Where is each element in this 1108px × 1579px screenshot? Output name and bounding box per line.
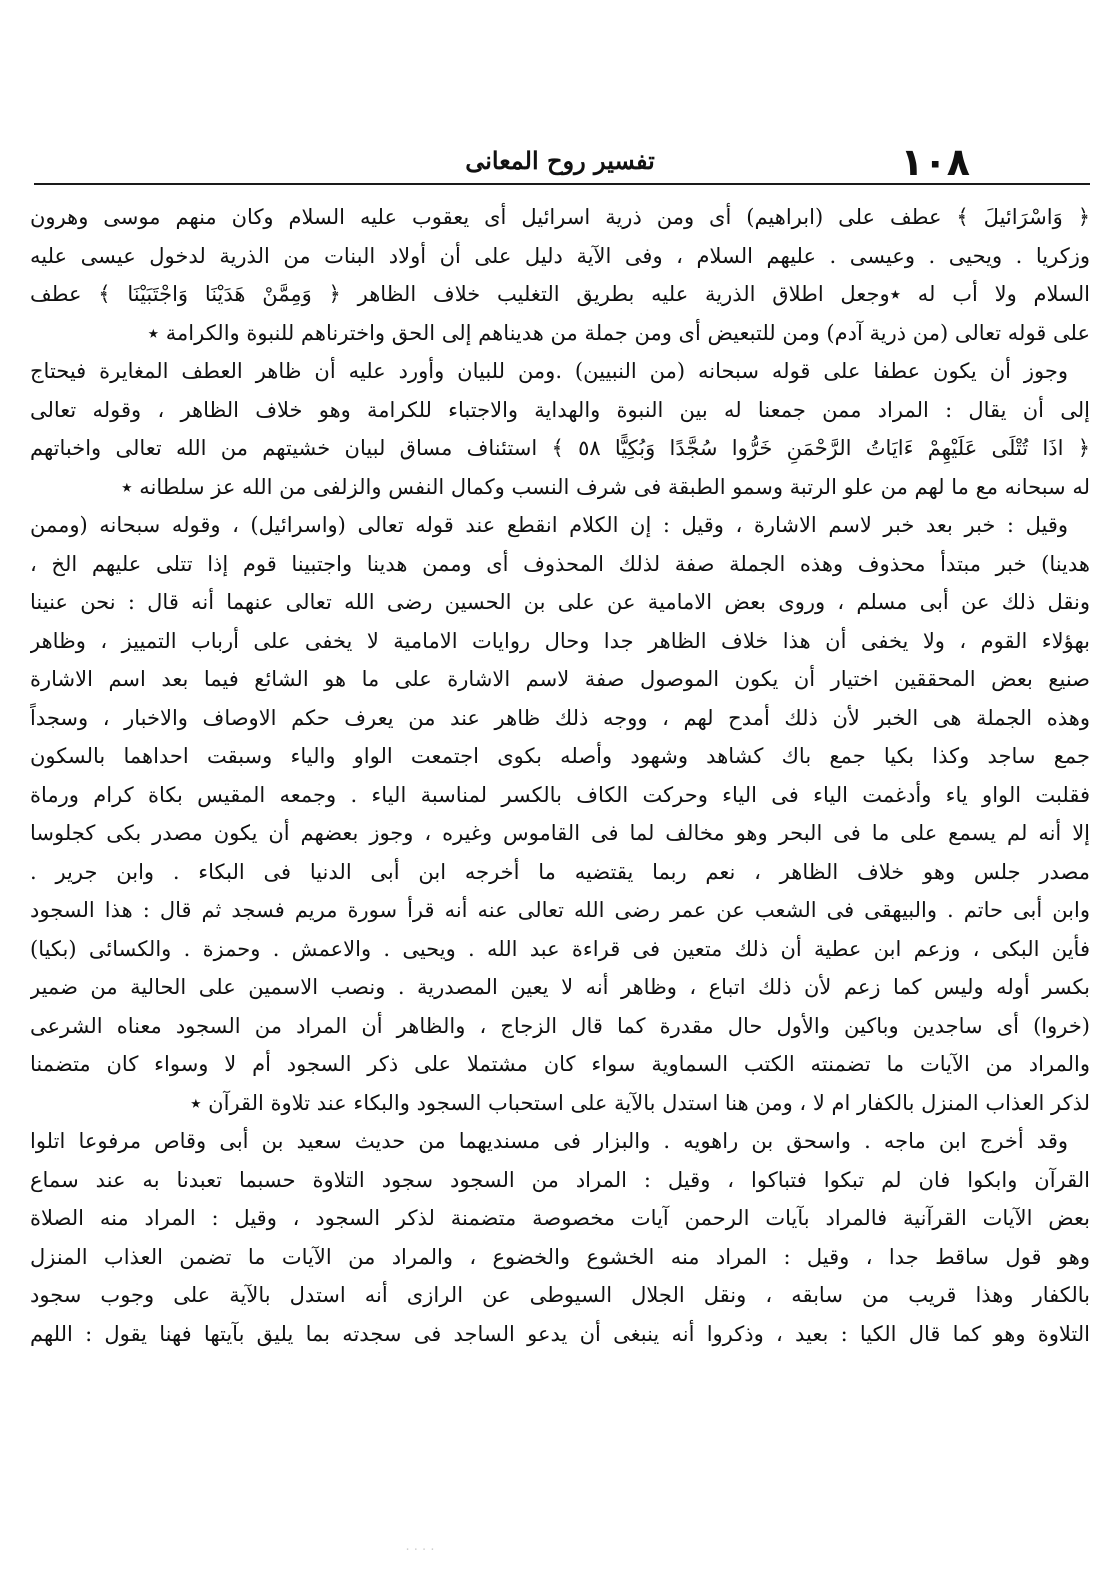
text-line: وجوز أن يكون عطفا على قوله سبحانه (من النبيين) .ومن للبيان وأورد عليه أن ظاهر العطف المغايرة فيحتاج xyxy=(30,359,1069,383)
text-line: على قوله تعالى (من ذرية آدم) ومن للتبعيض أى ومن جملة من هديناهم إلى الحق واخترناهم للنبوة والكرامة ٭ xyxy=(147,320,1090,345)
text-line: وهو قول ساقط جدا ، وقيل : المراد منه الخشوع والخضوع ، والمراد من الآيات ما تضمن العذاب المنزل xyxy=(30,1244,1090,1269)
text-line: ﴿ وَاسْرَائيلَ ﴾ عطف على (ابراهيم) أى ومن ذرية اسرائيل أى يعقوب عليه السلام وكان منهم موسى وهرون xyxy=(30,205,1090,229)
text-line: وقيل : خبر بعد خبر لاسم الاشارة ، وقيل : إن الكلام انقطع عند قوله تعالى (واسرائيل) ، وقوله سبحانه (وممن xyxy=(30,513,1068,537)
text-line: لذكر العذاب المنزل بالكفار ام لا ، ومن هنا استدل بالآية على استحباب السجود والبكاء عند تلاوة القرآن ٭ xyxy=(190,1090,1090,1115)
text-line: والمراد من الآيات ما تضمنته الكتب السماوية سواء كان مشتملا على ذكر السجود أم لا وسواء كان متضمنا xyxy=(30,1052,1090,1076)
text-line: وابن أبى حاتم . والبيهقى فى الشعب عن عمر رضى الله تعالى عنه أنه قرأ سورة مريم فسجد ثم قال : هذا السجود xyxy=(30,898,1090,922)
page-number: ١٠٨ xyxy=(900,140,970,184)
body-text xyxy=(30,198,1090,1353)
text-line: مصدر جلس وهو خلاف الظاهر ، نعم ربما يقتضيه ما أخرجه ابن أبى الدنيا فى البكاء . وابن جرير . xyxy=(30,859,1090,884)
text-line: له سبحانه مع ما لهم من علو الرتبة وسمو الطبقة فى شرف النسب وكمال النفس والزلفى من الله عز سلطانه ٭ xyxy=(121,474,1090,499)
text-line: السلام ولا أب له ٭وجعل اطلاق الذرية عليه بطريق التغليب خلاف الظاهر ﴿ وَمِمَّنْ هَدَيْنَا وَاجْتَبَيْنَا ﴾ عطف xyxy=(30,282,1090,306)
text-line: وزكريا . ويحيى . وعيسى . عليهم السلام ، وفى الآية دليل على أن أولاد البنات من الذرية لدخول عيسى عليه xyxy=(30,243,1090,268)
text-line: فقلبت الواو ياء وأدغمت الياء فى الياء وحركت الكاف بالكسر لمناسبة الياء . وجمعه المقيس بكاة كرام ورماة xyxy=(30,782,1090,807)
text-line: إلا أنه لم يسمع على ما فى البحر وهو مخالف لما فى القاموس وغيره ، وجوز بعضهم أن يكون مصدر بكى كجلوسا xyxy=(30,821,1090,845)
text-line: صنيع بعض المحققين اختيار أن يكون الموصول صفة لاسم الاشارة على ما هو الشائع فيما بعد اسم الاشارة xyxy=(30,667,1090,691)
running-title: تفسير روح المعانى xyxy=(465,146,655,175)
text-line: بعض الآيات القرآنية فالمراد بآيات الرحمن آيات مخصوصة متضمنة لذكر السجود ، وقيل : المراد منه الصلاة xyxy=(30,1206,1090,1230)
text-line: إلى أن يقال : المراد ممن جمعنا له بين النبوة والهداية والاجتباء للكرامة وهو خلاف الظاهر ، وقوله تعالى xyxy=(30,397,1090,422)
text-line: هدينا) خبر مبتدأ محذوف وهذه الجملة صفة لذلك المحذوف أى وممن هدينا واجتبينا قوم إذا تتلى عليهم الخ ، xyxy=(30,551,1090,576)
text-line: القرآن وابكوا فان لم تبكوا فتباكوا ، وقيل : المراد من السجود سجود التلاوة حسبما تعبدنا به عند سماع xyxy=(30,1167,1090,1192)
text-line: التلاوة وهو كما قال الكيا : بعيد ، وذكروا أنه ينبغى أن يدعو الساجد فى سجدته بما يليق بآيتها فهنا يقول : اللهم xyxy=(30,1321,1090,1346)
text-line: (خروا) أى ساجدين وباكين والأول حال مقدرة كما قال الزجاج ، والظاهر أن المراد من السجود معناه الشرعى xyxy=(30,1013,1090,1038)
scan-smudge: · · · · xyxy=(405,1543,435,1558)
text-line: ﴿ اذَا تُتْلَى عَلَيْهِمْ ءَايَاتُ الرَّحْمَنِ خَرُّوا سُجَّدًا وَبُكِيًّا ٥٨ ﴾ استئناف مساق لبيان خشيتهم من الله تعالى واخباتهم xyxy=(30,436,1090,460)
text-line: بالكفار وهذا قريب من سابقه ، ونقل الجلال السيوطى عن الرازى أنه استدل بالآية على وجوب سجود xyxy=(30,1283,1090,1307)
text-line: بكسر أوله وليس كما زعم لأن ذلك اتباع ، وظاهر أنه لا يعين المصدرية . ونصب الاسمين على الحالية من ضمير xyxy=(30,975,1090,999)
page-header xyxy=(30,130,1090,182)
text-line: بهؤلاء القوم ، ولا يخفى أن هذا خلاف الظاهر جدا وحال روايات الامامية لا يخفى على أرباب التمييز ، وظاهر xyxy=(30,628,1090,653)
text-line: جمع ساجد وكذا بكيا جمع باك كشاهد وشهود وأصله بكوى اجتمعت الواو والياء وسبقت احداهما بالسكون xyxy=(30,744,1090,768)
text-line: وقد أخرج ابن ماجه . واسحق بن راهويه . والبزار فى مسنديهما من حديث سعيد بن أبى وقاص مرفوعا اتلوا xyxy=(30,1129,1068,1153)
text-line: ونقل ذلك عن أبى مسلم ، وروى بعض الامامية عن على بن الحسين رضى الله تعالى عنهما أنه قال : نحن عنينا xyxy=(30,590,1090,614)
text-line: وهذه الجملة هى الخبر لأن ذلك أمدح لهم ، ووجه ذلك ظاهر عند من يعرف حكم الاوصاف والاخبار ، وسجداً xyxy=(30,705,1090,730)
text-line: فأين البكى ، وزعم ابن عطية أن ذلك متعين فى قراءة عبد الله . ويحيى . والاعمش . وحمزة . والكسائى (بكيا) xyxy=(30,936,1090,961)
header-rule xyxy=(34,183,1090,185)
